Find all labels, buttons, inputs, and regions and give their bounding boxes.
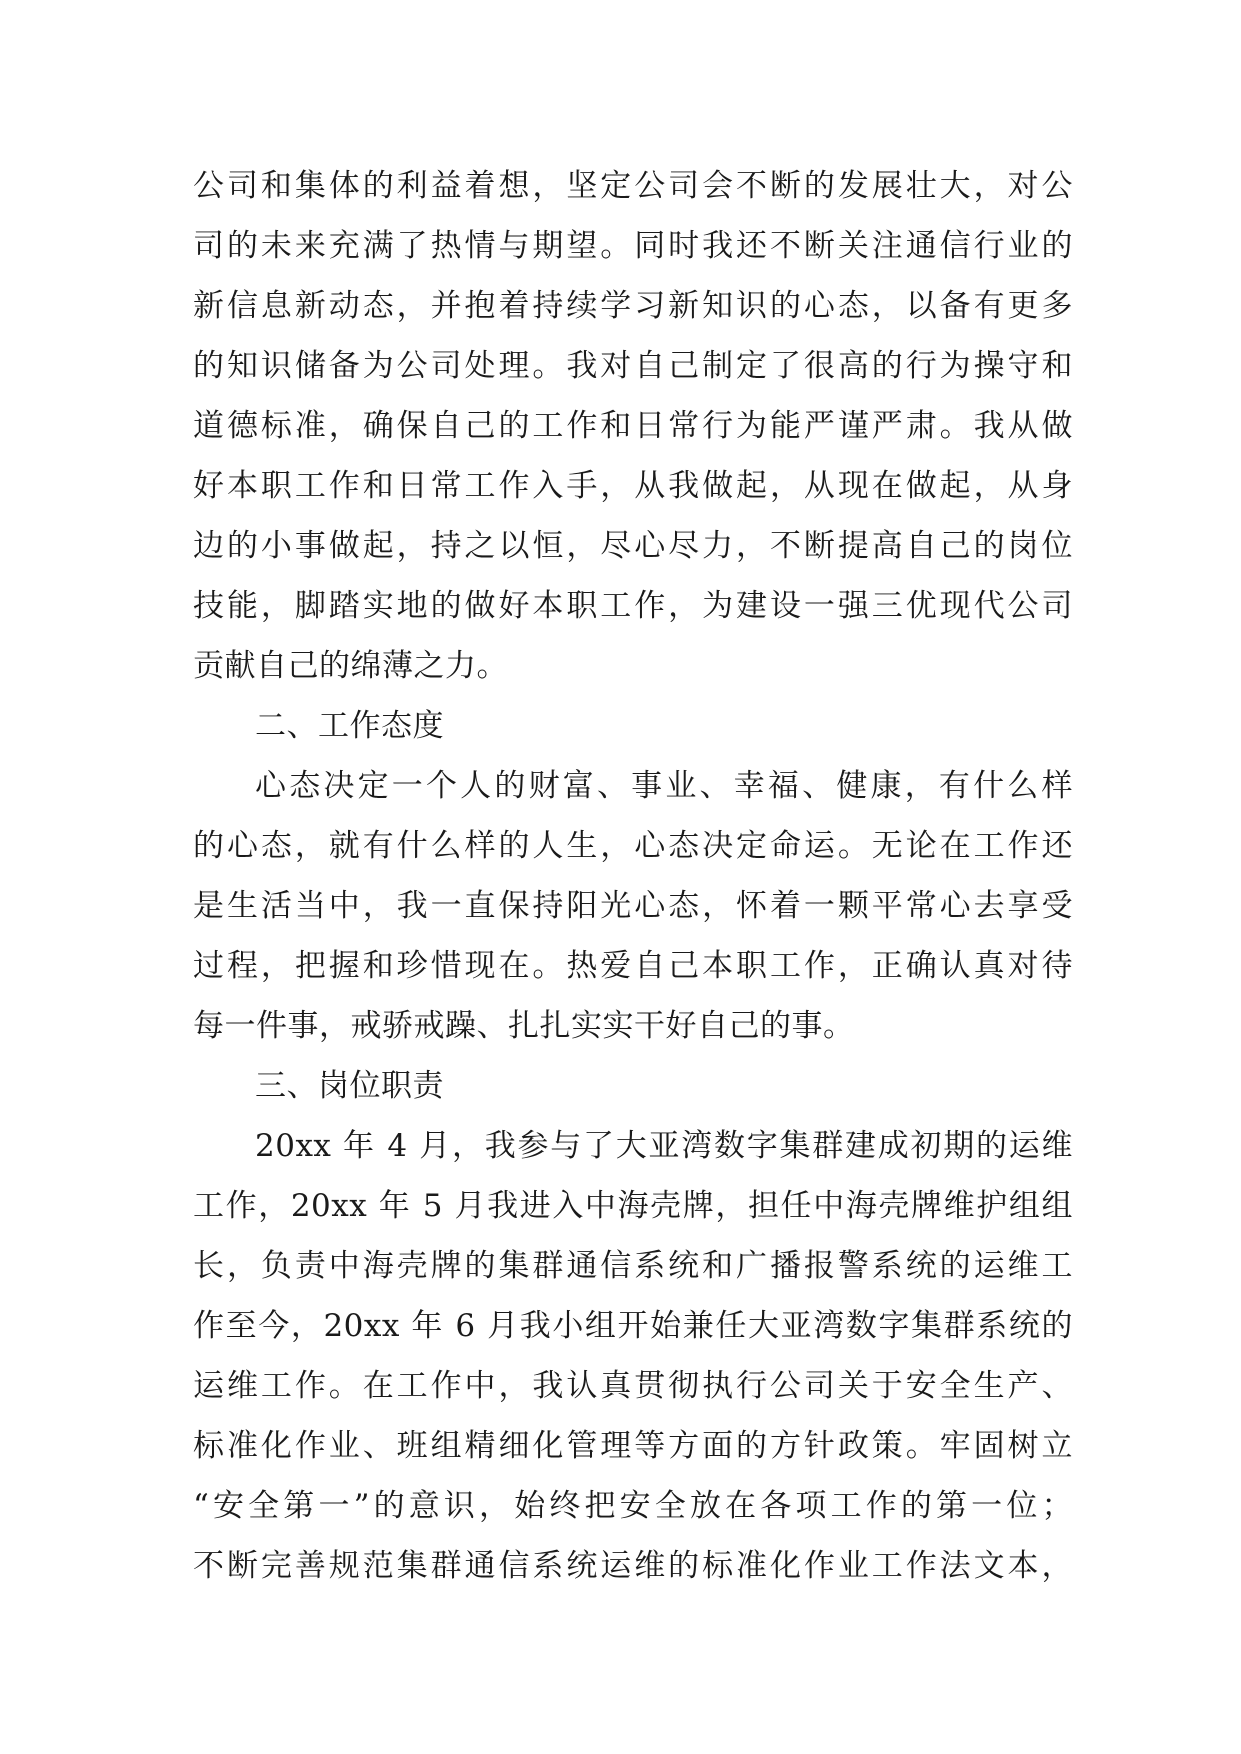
text-line: 运维工作。在工作中，我认真贯彻执行公司关于安全生产、 [193, 1368, 1073, 1404]
section-heading-job-duties: 三、岗位职责 [255, 1068, 444, 1104]
text-line: 20xx 年 4 月，我参与了大亚湾数字集群建成初期的运维 [255, 1128, 1073, 1164]
text-line: 长，负责中海壳牌的集群通信系统和广播报警系统的运维工 [193, 1248, 1073, 1284]
text-line: 过程，把握和珍惜现在。热爱自己本职工作，正确认真对待 [193, 948, 1073, 984]
text-line: 每一件事，戒骄戒躁、扎扎实实干好自己的事。 [193, 1008, 855, 1044]
text-line: 的知识储备为公司处理。我对自己制定了很高的行为操守和 [193, 348, 1073, 384]
text-line: 公司和集体的利益着想，坚定公司会不断的发展壮大，对公 [193, 168, 1073, 204]
paragraph-job-duties [193, 1116, 1073, 1596]
text-line: 标准化作业、班组精细化管理等方面的方针政策。牢固树立 [193, 1428, 1073, 1464]
section-heading-work-attitude: 二、工作态度 [255, 708, 444, 744]
document-body [193, 156, 1073, 1596]
text-line: 好本职工作和日常工作入手，从我做起，从现在做起，从身 [193, 468, 1073, 504]
text-line: 司的未来充满了热情与期望。同时我还不断关注通信行业的 [193, 228, 1073, 264]
text-line: 工作，20xx 年 5 月我进入中海壳牌，担任中海壳牌维护组组 [193, 1188, 1073, 1224]
text-line: 的心态，就有什么样的人生，心态决定命运。无论在工作还 [193, 828, 1073, 864]
text-line: 新信息新动态，并抱着持续学习新知识的心态，以备有更多 [193, 288, 1073, 324]
text-line: 作至今，20xx 年 6 月我小组开始兼任大亚湾数字集群系统的 [193, 1308, 1073, 1344]
text-line: 技能，脚踏实地的做好本职工作，为建设一强三优现代公司 [193, 588, 1073, 624]
text-line: 心态决定一个人的财富、事业、幸福、健康，有什么样 [255, 768, 1073, 804]
paragraph-continued [193, 156, 1073, 696]
text-line: 道德标准，确保自己的工作和日常行为能严谨严肃。我从做 [193, 408, 1073, 444]
text-line: 不断完善规范集群通信系统运维的标准化作业工作法文本， [193, 1548, 1073, 1584]
text-line: 是生活当中，我一直保持阳光心态，怀着一颗平常心去享受 [193, 888, 1073, 924]
paragraph-work-attitude [193, 756, 1073, 1056]
text-line: 贡献自己的绵薄之力。 [193, 648, 508, 684]
text-line: 边的小事做起，持之以恒，尽心尽力，不断提高自己的岗位 [193, 528, 1073, 564]
text-line: “安全第一”的意识，始终把安全放在各项工作的第一位； [193, 1488, 1073, 1524]
